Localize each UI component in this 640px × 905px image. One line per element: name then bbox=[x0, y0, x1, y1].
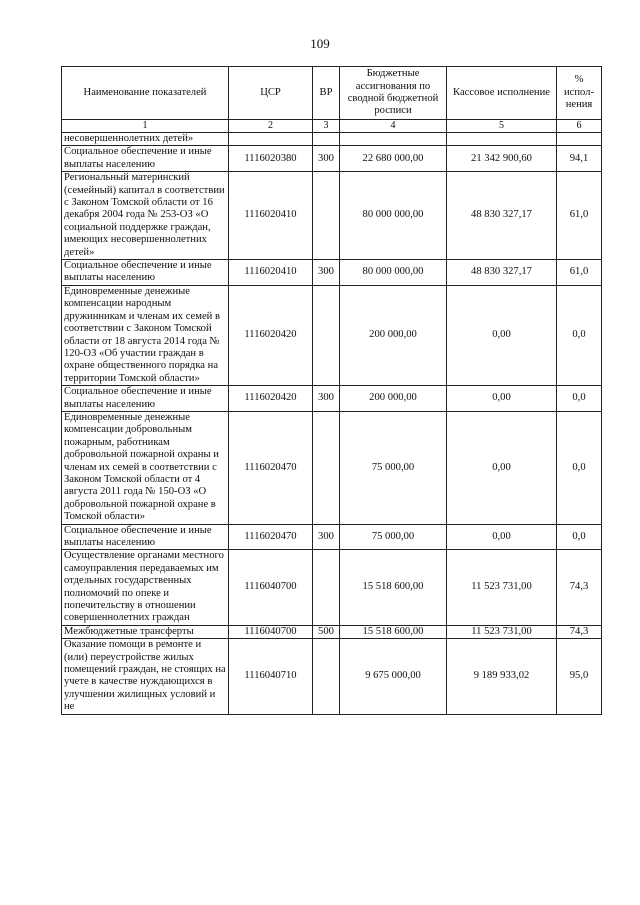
row-percent: 0,0 bbox=[557, 285, 602, 385]
row-percent bbox=[557, 133, 602, 146]
budget-execution-table bbox=[61, 66, 602, 715]
row-vr: 500 bbox=[313, 625, 340, 638]
row-vr bbox=[313, 550, 340, 625]
header-percent: % испол-нения bbox=[557, 67, 602, 120]
row-name: Оказание помощи в ремонте и (или) переустройстве жилых помещений граждан, не стоящих на учете в качестве нуждающихся в улучшении жилищных условий и не bbox=[62, 639, 229, 714]
row-percent: 61,0 bbox=[557, 260, 602, 286]
row-percent: 0,0 bbox=[557, 386, 602, 412]
row-name: Социальное обеспечение и иные выплаты населению bbox=[62, 146, 229, 172]
row-budget: 9 675 000,00 bbox=[340, 639, 447, 714]
table-row bbox=[62, 285, 602, 385]
header-vr: ВР bbox=[313, 67, 340, 120]
row-cash: 21 342 900,60 bbox=[447, 146, 557, 172]
table-row bbox=[62, 172, 602, 260]
column-number: 4 bbox=[340, 120, 447, 133]
row-name: Осуществление органами местного самоуправления передаваемых им отдельных государственных полномочий по опеке и попечительству в отношении совершеннолетних граждан bbox=[62, 550, 229, 625]
row-csr: 1116040710 bbox=[229, 639, 313, 714]
row-budget: 22 680 000,00 bbox=[340, 146, 447, 172]
row-cash: 48 830 327,17 bbox=[447, 172, 557, 260]
row-budget: 15 518 600,00 bbox=[340, 625, 447, 638]
row-cash: 48 830 327,17 bbox=[447, 260, 557, 286]
row-cash: 0,00 bbox=[447, 285, 557, 385]
row-csr: 1116020470 bbox=[229, 524, 313, 550]
row-vr bbox=[313, 172, 340, 260]
table-row bbox=[62, 260, 602, 286]
column-number: 3 bbox=[313, 120, 340, 133]
header-name: Наименование показателей bbox=[62, 67, 229, 120]
row-percent: 74,3 bbox=[557, 625, 602, 638]
row-cash: 0,00 bbox=[447, 386, 557, 412]
column-number: 5 bbox=[447, 120, 557, 133]
row-name: Региональный материнский (семейный) капитал в соответствии с Законом Томской области от 16 декабря 2004 года № 253-ОЗ «О социальной поддержке граждан, имеющих несовершеннолетних детей» bbox=[62, 172, 229, 260]
row-name: Единовременные денежные компенсации народным дружинникам и членам их семей в соответствии с Законом Томской области от 18 августа 2014 года № 120-ОЗ «Об участии граждан в охране общественного порядка на территории Томской области» bbox=[62, 285, 229, 385]
row-vr: 300 bbox=[313, 386, 340, 412]
row-budget: 75 000,00 bbox=[340, 411, 447, 524]
row-budget: 75 000,00 bbox=[340, 524, 447, 550]
row-name: несовершеннолетних детей» bbox=[62, 133, 229, 146]
row-name: Межбюджетные трансферты bbox=[62, 625, 229, 638]
row-budget: 200 000,00 bbox=[340, 386, 447, 412]
row-cash: 0,00 bbox=[447, 524, 557, 550]
header-csr: ЦСР bbox=[229, 67, 313, 120]
row-vr bbox=[313, 639, 340, 714]
row-csr: 1116020470 bbox=[229, 411, 313, 524]
row-percent: 94,1 bbox=[557, 146, 602, 172]
table-row bbox=[62, 524, 602, 550]
row-vr: 300 bbox=[313, 260, 340, 286]
row-percent: 0,0 bbox=[557, 524, 602, 550]
row-cash bbox=[447, 133, 557, 146]
row-budget: 80 000 000,00 bbox=[340, 260, 447, 286]
row-csr: 1116020410 bbox=[229, 260, 313, 286]
row-csr: 1116020380 bbox=[229, 146, 313, 172]
column-number: 1 bbox=[62, 120, 229, 133]
row-vr: 300 bbox=[313, 524, 340, 550]
row-budget: 80 000 000,00 bbox=[340, 172, 447, 260]
row-vr bbox=[313, 411, 340, 524]
row-percent: 74,3 bbox=[557, 550, 602, 625]
column-number-row bbox=[62, 120, 602, 133]
table-row bbox=[62, 625, 602, 638]
row-budget: 200 000,00 bbox=[340, 285, 447, 385]
column-number: 6 bbox=[557, 120, 602, 133]
row-budget: 15 518 600,00 bbox=[340, 550, 447, 625]
row-csr: 1116020420 bbox=[229, 285, 313, 385]
row-percent: 61,0 bbox=[557, 172, 602, 260]
table-row bbox=[62, 386, 602, 412]
row-csr: 1116040700 bbox=[229, 625, 313, 638]
row-cash: 9 189 933,02 bbox=[447, 639, 557, 714]
table-row bbox=[62, 411, 602, 524]
row-name: Социальное обеспечение и иные выплаты населению bbox=[62, 386, 229, 412]
row-name: Единовременные денежные компенсации добровольным пожарным, работникам добровольной пожарной охраны и членам их семей в соответствии с Законом Томской области от 4 августа 2011 года № 150-ОЗ «О добровольной пожарной охране в Томской области» bbox=[62, 411, 229, 524]
row-csr bbox=[229, 133, 313, 146]
row-csr: 1116040700 bbox=[229, 550, 313, 625]
table-row bbox=[62, 550, 602, 625]
table-row bbox=[62, 133, 602, 146]
row-cash: 0,00 bbox=[447, 411, 557, 524]
header-cash: Кассовое исполнение bbox=[447, 67, 557, 120]
row-cash: 11 523 731,00 bbox=[447, 625, 557, 638]
column-number: 2 bbox=[229, 120, 313, 133]
row-vr bbox=[313, 285, 340, 385]
table-header-row bbox=[62, 67, 602, 120]
row-budget bbox=[340, 133, 447, 146]
table-row bbox=[62, 146, 602, 172]
row-csr: 1116020420 bbox=[229, 386, 313, 412]
row-vr bbox=[313, 133, 340, 146]
row-vr: 300 bbox=[313, 146, 340, 172]
table-row bbox=[62, 639, 602, 714]
row-name: Социальное обеспечение и иные выплаты населению bbox=[62, 260, 229, 286]
row-csr: 1116020410 bbox=[229, 172, 313, 260]
page-number: 109 bbox=[310, 36, 330, 51]
row-cash: 11 523 731,00 bbox=[447, 550, 557, 625]
row-name: Социальное обеспечение и иные выплаты населению bbox=[62, 524, 229, 550]
header-budget: Бюджетные ассигнования по сводной бюджетной росписи bbox=[340, 67, 447, 120]
row-percent: 95,0 bbox=[557, 639, 602, 714]
row-percent: 0,0 bbox=[557, 411, 602, 524]
